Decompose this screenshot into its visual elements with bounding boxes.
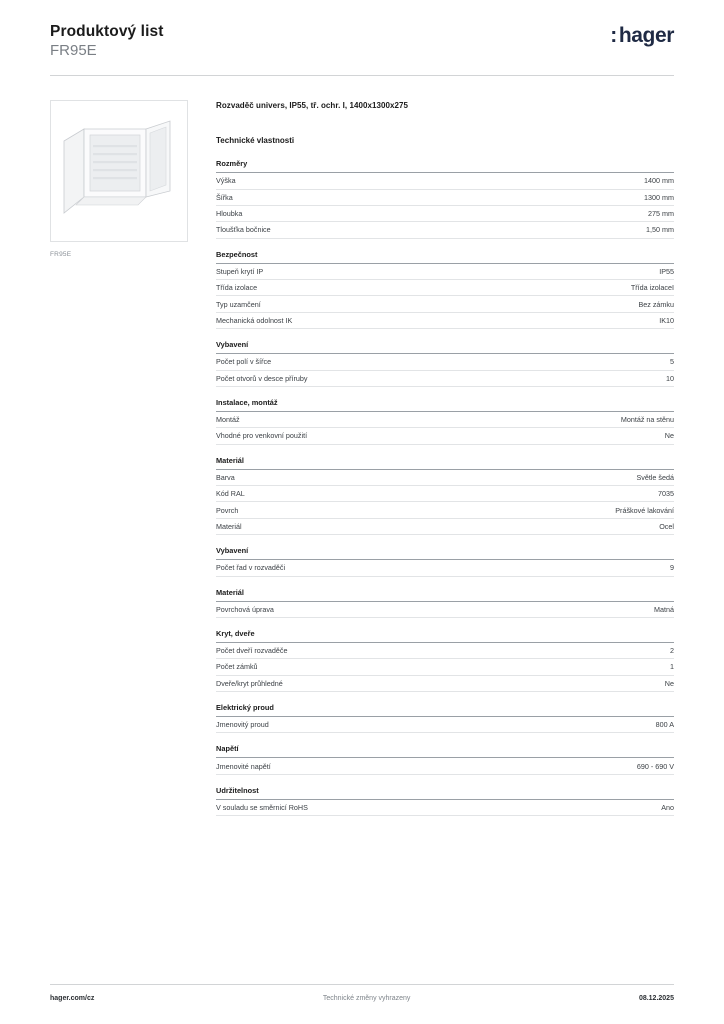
spec-row bbox=[216, 486, 674, 502]
spec-row bbox=[216, 676, 674, 692]
spec-key: Počet polí v šířce bbox=[216, 357, 272, 367]
page-content bbox=[50, 76, 674, 827]
spec-key: V souladu se směrnicí RoHS bbox=[216, 802, 308, 812]
spec-key: Počet řad v rozvaděči bbox=[216, 563, 286, 573]
spec-row bbox=[216, 659, 674, 675]
spec-value: Matná bbox=[654, 604, 674, 614]
spec-group bbox=[216, 744, 674, 774]
spec-value: 690 - 690 V bbox=[636, 761, 674, 771]
spec-key: Montáž bbox=[216, 415, 240, 425]
spec-row bbox=[216, 602, 674, 618]
spec-value: 5 bbox=[670, 357, 674, 367]
spec-key: Počet otvorů v desce příruby bbox=[216, 373, 308, 383]
logo-colon-icon: : bbox=[610, 24, 617, 47]
spec-value: 1400 mm bbox=[644, 176, 674, 186]
footer-website-link[interactable]: hager.com/cz bbox=[50, 995, 95, 1002]
spec-row bbox=[216, 313, 674, 329]
logo-wordmark: hager bbox=[618, 24, 674, 47]
spec-group-title: Udržitelnost bbox=[216, 786, 674, 800]
spec-value: 10 bbox=[666, 373, 674, 383]
spec-row bbox=[216, 412, 674, 428]
spec-group-title: Materiál bbox=[216, 588, 674, 602]
spec-key: Tloušťka bočnice bbox=[216, 225, 271, 235]
spec-group bbox=[216, 340, 674, 387]
spec-row bbox=[216, 264, 674, 280]
technical-properties-heading: Technické vlastnosti bbox=[216, 136, 295, 146]
spec-key: Jmenovité napětí bbox=[216, 761, 271, 771]
spec-key: Šířka bbox=[216, 192, 233, 202]
hager-logo bbox=[610, 22, 674, 48]
spec-group bbox=[216, 786, 674, 816]
spec-group-title: Rozměry bbox=[216, 159, 674, 173]
spec-row bbox=[216, 470, 674, 486]
spec-key: Počet dveří rozvaděče bbox=[216, 646, 288, 656]
spec-row bbox=[216, 173, 674, 189]
spec-row bbox=[216, 519, 674, 535]
footer-disclaimer: Technické změny vyhrazeny bbox=[322, 995, 411, 1002]
spec-value: Ocel bbox=[659, 521, 674, 531]
spec-row bbox=[216, 371, 674, 387]
spec-value: Práškové lakování bbox=[615, 505, 674, 515]
spec-value: 9 bbox=[670, 563, 674, 573]
spec-key: Povrchová úprava bbox=[216, 604, 274, 614]
spec-group bbox=[216, 546, 674, 576]
spec-key: Výška bbox=[216, 176, 236, 186]
spec-value: 7035 bbox=[658, 489, 674, 499]
spec-row bbox=[216, 800, 674, 816]
page-title: Produktový list bbox=[50, 23, 164, 40]
spec-value: Bez zámku bbox=[638, 299, 674, 309]
header-titles bbox=[50, 22, 163, 61]
product-description: Rozvaděč univers, IP55, tř. ochr. I, 1400x1300x275 bbox=[216, 101, 408, 111]
spec-key: Hloubka bbox=[216, 209, 243, 219]
spec-key: Materiál bbox=[216, 521, 242, 531]
spec-group-title: Instalace, montáž bbox=[216, 398, 674, 412]
spec-value: Světle šedá bbox=[636, 472, 674, 482]
spec-group-title: Bezpečnost bbox=[216, 250, 674, 264]
spec-value: Montáž na stěnu bbox=[620, 415, 674, 425]
spec-value: 2 bbox=[670, 646, 674, 656]
spec-value: Ne bbox=[664, 678, 674, 688]
spec-value: Ano bbox=[661, 802, 674, 812]
spec-group bbox=[216, 703, 674, 733]
spec-key: Povrch bbox=[216, 505, 239, 515]
spec-value: Ne bbox=[664, 431, 674, 441]
spec-group bbox=[216, 398, 674, 445]
spec-key: Vhodné pro venkovní použití bbox=[216, 431, 308, 441]
page-footer bbox=[50, 984, 674, 1002]
spec-key: Dveře/kryt průhledné bbox=[216, 678, 283, 688]
spec-row bbox=[216, 502, 674, 518]
spec-group bbox=[216, 629, 674, 692]
spec-value: IP55 bbox=[659, 266, 674, 276]
spec-group-title: Napětí bbox=[216, 744, 674, 758]
spec-row bbox=[216, 758, 674, 774]
spec-key: Typ uzamčení bbox=[216, 299, 261, 309]
spec-group-title: Elektrický proud bbox=[216, 703, 674, 717]
spec-groups bbox=[216, 159, 674, 816]
product-image-frame bbox=[50, 100, 188, 242]
spec-group-title: Vybavení bbox=[216, 340, 674, 354]
spec-row bbox=[216, 222, 674, 238]
spec-value: 275 mm bbox=[648, 209, 674, 219]
spec-row bbox=[216, 280, 674, 296]
spec-group bbox=[216, 456, 674, 536]
spec-row bbox=[216, 354, 674, 370]
spec-group-title: Materiál bbox=[216, 456, 674, 470]
spec-value: 800 A bbox=[655, 720, 674, 730]
spec-value: Třída izolaceI bbox=[630, 283, 674, 293]
spec-row bbox=[216, 643, 674, 659]
spec-row bbox=[216, 717, 674, 733]
spec-key: Počet zámků bbox=[216, 662, 258, 672]
spec-group bbox=[216, 250, 674, 330]
spec-group bbox=[216, 159, 674, 239]
spec-value: IK10 bbox=[659, 315, 674, 325]
spec-row bbox=[216, 560, 674, 576]
spec-key: Jmenovitý proud bbox=[216, 720, 269, 730]
spec-value: 1300 mm bbox=[644, 192, 674, 202]
product-image-column bbox=[50, 100, 190, 827]
spec-row bbox=[216, 206, 674, 222]
spec-key: Stupeň krytí IP bbox=[216, 266, 264, 276]
spec-group-title: Vybavení bbox=[216, 546, 674, 560]
spec-row bbox=[216, 428, 674, 444]
spec-value: 1 bbox=[670, 662, 674, 672]
enclosure-illustration-icon bbox=[60, 119, 178, 223]
spec-value: 1,50 mm bbox=[646, 225, 674, 235]
spec-key: Mechanická odolnost IK bbox=[216, 315, 293, 325]
product-image-caption: FR95E bbox=[50, 251, 72, 259]
spec-group bbox=[216, 588, 674, 618]
product-reference: FR95E bbox=[50, 42, 97, 60]
spec-key: Barva bbox=[216, 472, 235, 482]
spec-key: Kód RAL bbox=[216, 489, 245, 499]
spec-row bbox=[216, 190, 674, 206]
page-header bbox=[50, 0, 674, 76]
footer-date: 08.12.2025 bbox=[638, 995, 674, 1002]
spec-group-title: Kryt, dveře bbox=[216, 629, 674, 643]
specifications-column bbox=[216, 100, 674, 827]
spec-row bbox=[216, 296, 674, 312]
spec-key: Třída izolace bbox=[216, 283, 258, 293]
